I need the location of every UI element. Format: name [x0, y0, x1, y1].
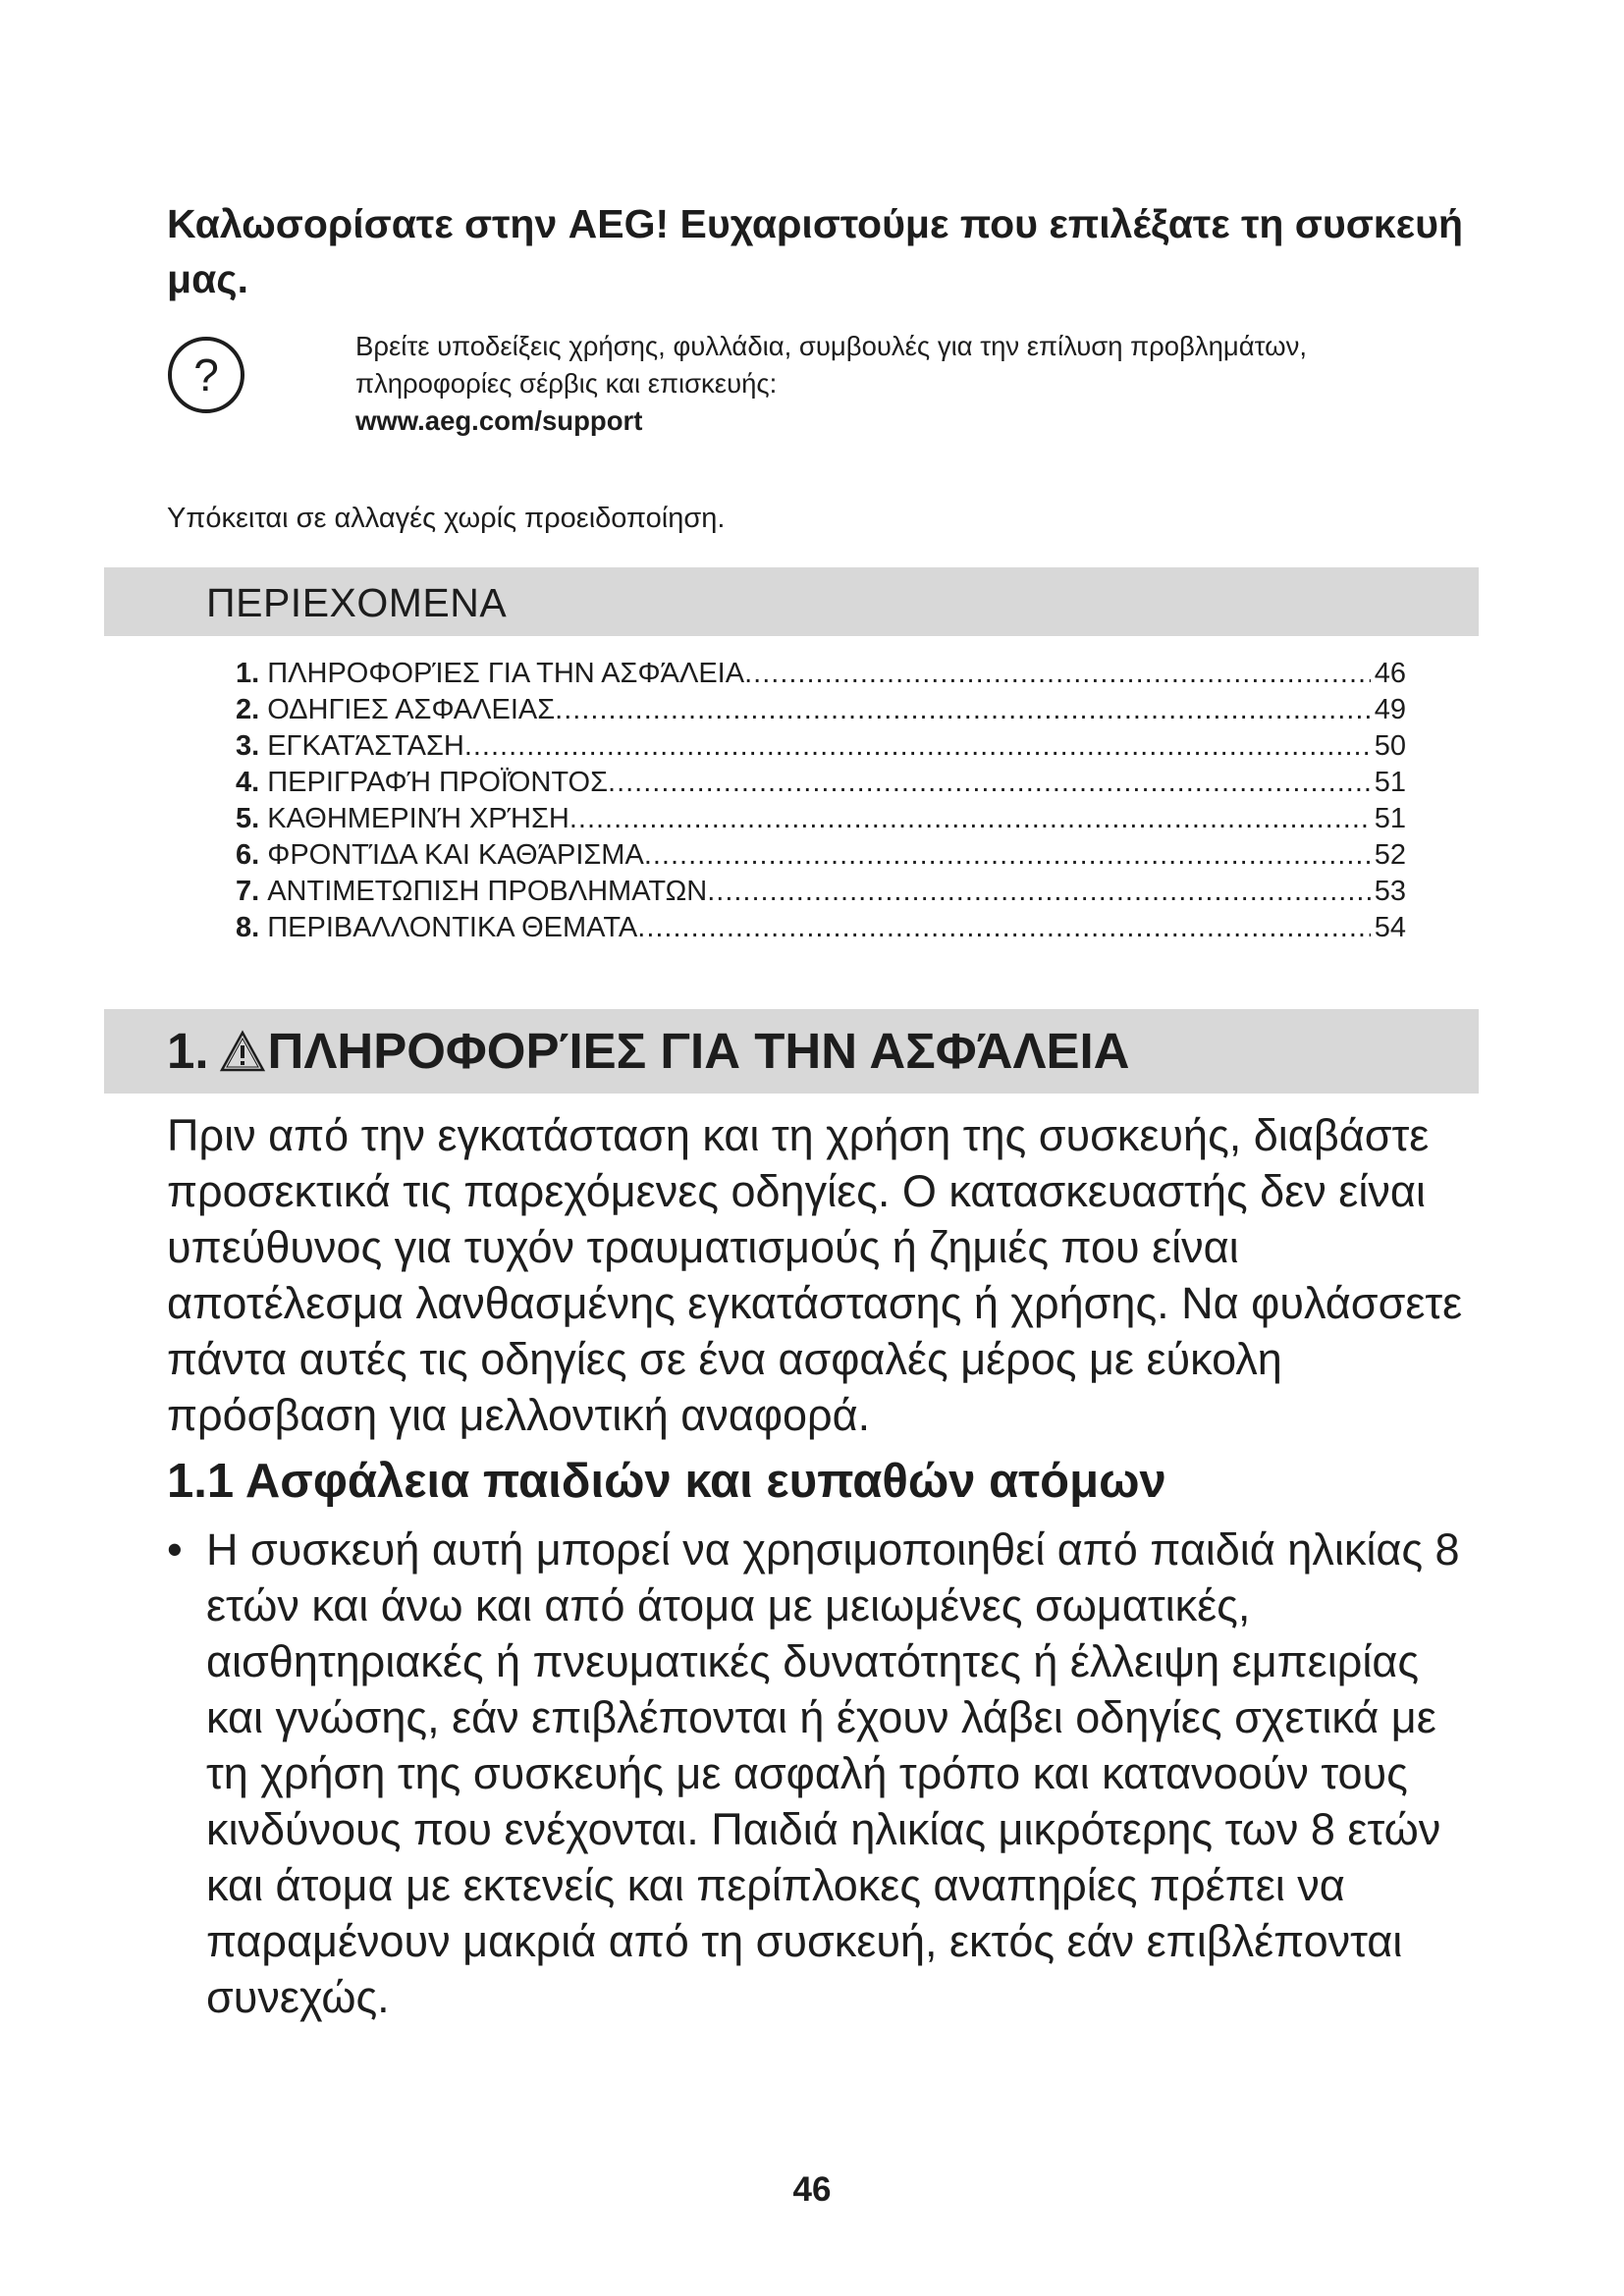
support-line-2: πληροφορίες σέρβις και επισκευής:	[355, 368, 778, 399]
table-of-contents	[236, 656, 1406, 946]
toc-item-label: ΦΡΟΝΤΊΔΑ ΚΑΙ ΚΑΘΆΡΙΣΜΑ	[267, 839, 644, 871]
toc-dot-leader	[464, 728, 1371, 765]
list-item	[167, 1522, 1488, 2025]
toc-dot-leader	[637, 910, 1370, 946]
toc-dot-leader	[569, 801, 1371, 837]
toc-item-page: 51	[1374, 767, 1406, 798]
support-info	[355, 328, 1485, 440]
toc-item-page: 50	[1374, 730, 1406, 762]
warning-triangle-icon	[219, 1030, 266, 1073]
toc-item[interactable]	[236, 656, 1406, 692]
toc-item-number: 7.	[236, 876, 260, 907]
support-line-1: Βρείτε υποδείξεις χρήσης, φυλλάδια, συμβουλές για την επίλυση προβλημάτων,	[355, 331, 1307, 361]
section-title-text: ΠΛΗΡΟΦΟΡΊΕΣ ΓΙΑ ΤΗΝ ΑΣΦΆΛΕΙΑ	[267, 1023, 1130, 1079]
toc-item-page: 51	[1374, 803, 1406, 834]
toc-item-number: 8.	[236, 912, 260, 943]
subsection-title: 1.1 Ασφάλεια παιδιών και ευπαθών ατόμων	[167, 1455, 1166, 1508]
toc-item-label: ΠΛΗΡΟΦΟΡΊΕΣ ΓΙΑ ΤΗΝ ΑΣΦΆΛΕΙΑ	[267, 658, 745, 689]
toc-item-number: 6.	[236, 839, 260, 871]
toc-item[interactable]	[236, 910, 1406, 946]
change-notice: Υπόκειται σε αλλαγές χωρίς προειδοποίηση.	[167, 503, 726, 534]
toc-item-number: 1.	[236, 658, 260, 689]
support-link[interactable]: www.aeg.com/support	[355, 405, 643, 436]
toc-item-label: ΠΕΡΙΒΑΛΛΟΝΤΙΚΑ ΘΕΜΑΤΑ	[267, 912, 638, 943]
section-title	[167, 1017, 1129, 1086]
toc-item[interactable]	[236, 874, 1406, 910]
toc-item-label: ΟΔΗΓΙΕΣ ΑΣΦΑΛΕΙΑΣ	[267, 694, 556, 725]
toc-dot-leader	[555, 692, 1371, 728]
svg-text:?: ?	[193, 349, 219, 400]
toc-dot-leader	[608, 765, 1371, 801]
safety-intro-paragraph: Πριν από την εγκατάσταση και τη χρήση της συσκευής, διαβάστε προσεκτικά τις παρεχόμενες οδηγίες. Ο κατασκευαστής δεν είναι υπεύθυνος για τυχόν τραυματισμούς ή ζημιές που είναι αποτέλεσμα λανθασμένης εγκατάστασης ή χρήσης. Να φυλάσσετε πάντα αυτές τις οδηγίες σε ένα ασφαλές μέρος με εύκολη πρόσβαση για μελλοντική αναφορά.	[167, 1110, 1463, 1440]
toc-dot-leader	[744, 656, 1371, 692]
toc-item[interactable]	[236, 801, 1406, 837]
bullet-text: Η συσκευή αυτή μπορεί να χρησιμοποιηθεί από παιδιά ηλικίας 8 ετών και άνω και από άτομα με μειωμένες σωματικές, αισθητηριακές ή πνευματικές δυνατότητες ή έλλειψη εμπειρίας και γνώσης, εάν επιβλέπονται ή έχουν λάβει οδηγίες σχετικά με τη χρήση της συσκευής με ασφαλή τρόπο και κατανοούν τους κινδύνους που ενέχονται. Παιδιά ηλικίας μικρότερης των 8 ετών και άτομα με εκτενείς και περίπλοκες αναπηρίες πρέπει να παραμένουν μακριά από τη συσκευή, εκτός εάν επιβλέπονται συνεχώς.	[206, 1524, 1460, 2022]
bullet-marker: •	[167, 1524, 183, 1575]
toc-dot-leader	[644, 837, 1371, 874]
toc-title: ΠΕΡΙΕΧΟΜΕΝΑ	[206, 580, 508, 625]
toc-item[interactable]	[236, 837, 1406, 874]
section-number: 1.	[167, 1023, 209, 1079]
toc-item-label: ΠΕΡΙΓΡΑΦΉ ΠΡΟΪΌΝΤΟΣ	[267, 767, 609, 798]
toc-item-number: 5.	[236, 803, 260, 834]
toc-item-number: 3.	[236, 730, 260, 762]
toc-item[interactable]	[236, 692, 1406, 728]
toc-item-label: ΑΝΤΙΜΕΤΩΠΙΣΗ ΠΡΟΒΛΗΜΑΤΩΝ	[267, 876, 708, 907]
question-circle-icon	[165, 334, 247, 416]
toc-item-page: 46	[1374, 658, 1406, 689]
toc-item-number: 4.	[236, 767, 260, 798]
toc-item[interactable]	[236, 765, 1406, 801]
page-number: 46	[792, 2170, 832, 2209]
welcome-heading: Καλωσορίσατε στην AEG! Ευχαριστούμε που επιλέξατε τη συσκευή μας.	[167, 201, 1463, 301]
toc-item-label: ΚΑΘΗΜΕΡΙΝΉ ΧΡΉΣΗ	[267, 803, 569, 834]
toc-item[interactable]	[236, 728, 1406, 765]
toc-item-page: 52	[1374, 839, 1406, 871]
toc-item-label: ΕΓΚΑΤΆΣΤΑΣΗ	[267, 730, 464, 762]
toc-item-page: 53	[1374, 876, 1406, 907]
toc-item-page: 49	[1374, 694, 1406, 725]
toc-item-number: 2.	[236, 694, 260, 725]
toc-item-page: 54	[1374, 912, 1406, 943]
toc-dot-leader	[707, 874, 1371, 910]
